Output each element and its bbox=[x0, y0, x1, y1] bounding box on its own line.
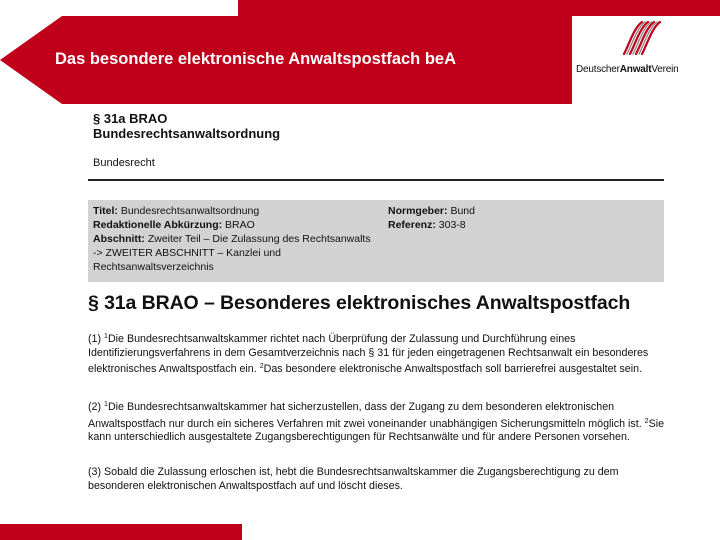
abschnitt-value: Zweiter Teil – Die Zulassung des Rechtsanwalts -> ZWEITER ABSCHNITT – Kanzlei und Rechtsanwaltsverzeichnis bbox=[93, 233, 371, 273]
titel-label: Titel: bbox=[93, 205, 118, 217]
law-name: Bundesrechtsanwaltsordnung bbox=[93, 126, 281, 141]
abkuerzung-value: BRAO bbox=[225, 219, 255, 231]
normgeber-value: Bund bbox=[450, 205, 475, 217]
dav-wave-logo-icon bbox=[620, 18, 670, 58]
paragraph-1: (1) $^1$Die Bundesrechtsanwaltskammer richtet nach Überprüfung der Zulassung und Durchführung eines Identifizierungsverfahrens in dem Gesamtverzeichnis nach § 31 für jeden eingetragenen Rechtsanwalt ein besonderes elektronisches Anwaltspostfach ein. $^2$Das besondere elektronische Anwaltspostfach soll barrierefrei ausgestaltet sein. bbox=[88, 333, 649, 375]
referenz-value: 303-8 bbox=[438, 219, 466, 231]
metadata-left-column bbox=[93, 204, 373, 274]
referenz-label: Referenz: bbox=[388, 219, 436, 231]
abkuerzung-label: Redaktionelle Abkürzung: bbox=[93, 219, 223, 231]
top-accent-bar bbox=[238, 0, 720, 16]
header-divider bbox=[88, 179, 664, 181]
section-heading: § 31a BRAO – Besonderes elektronisches Anwaltspostfach bbox=[88, 292, 631, 314]
titel-value: Bundesrechtsanwaltsordnung bbox=[120, 205, 260, 217]
logo-wordmark: DeutscherAnwaltVerein bbox=[576, 64, 679, 75]
paragraph-3: (3) Sobald die Zulassung erloschen ist, hebt die Bundesrechtsanwaltskammer die Zugangsberechtigung zu dem besonderen elektronischen Anwaltspostfach auf und löscht dieses. bbox=[88, 466, 619, 492]
dav-logo bbox=[574, 18, 714, 80]
law-category: Bundesrecht bbox=[93, 157, 155, 169]
paragraph-reference: § 31a BRAO bbox=[93, 111, 168, 126]
slide-title: Das besondere elektronische Anwaltspostfach beA bbox=[55, 50, 457, 68]
metadata-right-column bbox=[388, 204, 475, 232]
abschnitt-label: Abschnitt: bbox=[93, 233, 145, 245]
metadata-box bbox=[88, 200, 664, 282]
paragraph-2: (2) $^1$Die Bundesrechtsanwaltskammer hat sicherzustellen, dass der Zugang zu dem besonderen elektronischen Anwaltspostfach nur durch ein sicheres Verfahren mit zwei voneinander unabhängigen Sicherungsmitteln möglich ist. $^2$Sie kann unterschiedlich ausgestaltete Zugangsberechtigungen für Rechtsanwälte und für andere Personen vorsehen. bbox=[88, 401, 665, 443]
normgeber-label: Normgeber: bbox=[388, 205, 448, 217]
bottom-accent-bar bbox=[0, 524, 242, 540]
